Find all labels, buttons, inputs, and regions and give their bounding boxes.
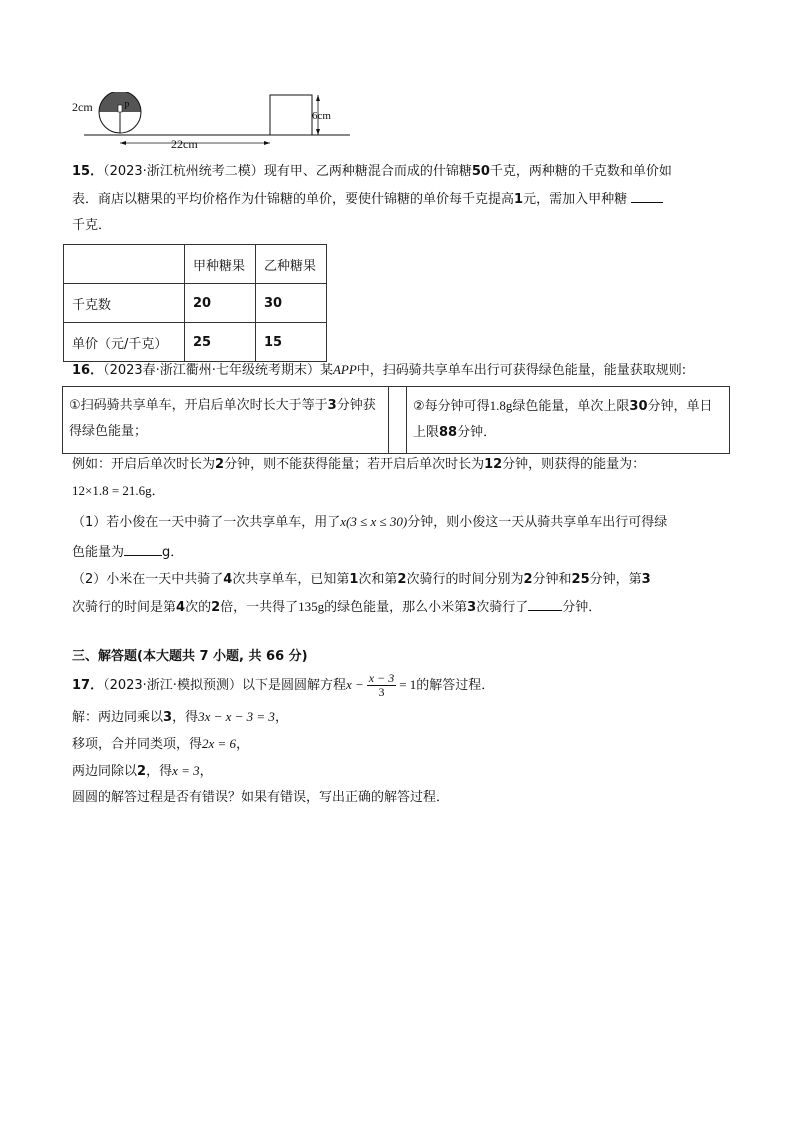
q15-line-1 <box>72 163 672 181</box>
q16-part2-answer-blank[interactable] <box>528 598 562 611</box>
distance-arrow-head-right <box>264 141 270 145</box>
q15-answer-blank[interactable] <box>631 190 663 203</box>
equation-part: x − <box>345 677 364 692</box>
fraction-denominator: 3 <box>378 685 385 699</box>
q17-text: ， <box>274 710 288 725</box>
table-cell: 25 <box>185 323 256 362</box>
table-cell: 单价（元/千克） <box>64 323 185 362</box>
q16-text: 倍，一共得了 <box>220 600 299 615</box>
fraction-numerator: x − 3 <box>368 671 395 685</box>
q16-line-1 <box>72 361 686 380</box>
q17-text: 解：两边同乘以 <box>72 710 164 725</box>
q16-part1-line-2 <box>72 543 183 562</box>
equation: x = 3 <box>172 763 200 778</box>
q16-text: 分钟，第 <box>589 572 642 587</box>
point-marker <box>118 105 122 112</box>
q16-example-formula <box>72 482 165 500</box>
rule-text: 分钟获得绿色能量； <box>69 398 376 439</box>
q17-step-2 <box>72 735 249 754</box>
q16-text: 某 <box>319 363 333 378</box>
q16-text: 分钟和 <box>532 572 572 587</box>
formula: 12×1.8 = 21.6g． <box>72 483 165 498</box>
q15-text: 千克，两种糖的千克数和单价如 <box>489 164 672 179</box>
distance-label: 22cm <box>171 137 198 148</box>
q16-number-value: 12 <box>484 457 503 472</box>
q16-source: （2023春·浙江衢州·七年级统考期末） <box>103 363 320 378</box>
q15-source: （2023·浙江杭州统考二模） <box>103 164 264 179</box>
condition-formula: x(3 ≤ x ≤ 30) <box>340 514 408 529</box>
q15-table <box>63 244 327 362</box>
q17-step-4 <box>72 789 449 807</box>
q17-text: 以下是圆圆解方程 <box>241 678 346 693</box>
q16-text: 次骑行的时间是第 <box>72 600 177 615</box>
rule-2-cell <box>406 387 729 453</box>
q17-text: ， <box>199 764 213 779</box>
q16-text: 的绿色能量，那么小米第 <box>324 600 468 615</box>
q16-text: 色能量为 <box>72 545 125 560</box>
q17-text: 圆圆的解答过程是否有错误？如果有错误，写出正确的解答过程． <box>72 790 450 805</box>
height-label: 6cm <box>312 110 331 122</box>
q15-text: 千克． <box>72 218 112 233</box>
rule-value: 1.8g <box>489 398 513 413</box>
radius-label: 2cm <box>72 100 93 114</box>
q15-line-2 <box>72 190 663 209</box>
q16-part2-line-1 <box>72 571 651 589</box>
q16-text: 次共享单车，已知第 <box>232 572 350 587</box>
q17-text: ，得 <box>146 764 173 779</box>
q15-text: 元，需加入甲种糖 <box>523 192 628 207</box>
q16-text: 分钟，则小俊这一天从骑共享单车出行可得绿 <box>407 515 668 530</box>
q16-text: 分钟． <box>562 600 602 615</box>
table-cell: 20 <box>185 284 256 323</box>
num: 2 <box>397 572 407 587</box>
table-row <box>64 284 327 323</box>
table-cell <box>64 245 185 284</box>
table-row <box>64 323 327 362</box>
q17-step-1 <box>72 708 288 727</box>
rule-number: 30 <box>629 399 648 414</box>
q17-number: 17． <box>72 678 104 693</box>
rule-number: 88 <box>439 425 458 440</box>
num: 2 <box>523 572 533 587</box>
q17-text: ，得 <box>172 710 199 725</box>
height-arrow-head-bottom <box>316 129 320 135</box>
table-cell: 15 <box>256 323 327 362</box>
q17-step-3 <box>72 762 213 781</box>
rule-text: 绿色能量，单次上限 <box>512 399 630 414</box>
rule-text: 分钟，单日上限 <box>413 399 713 440</box>
table-cell: 30 <box>256 284 327 323</box>
num: 4 <box>176 600 186 615</box>
equation: 2x = 6 <box>202 736 237 751</box>
table-cell: 千克数 <box>64 284 185 323</box>
q16-rules-box <box>62 386 730 454</box>
q16-text: g． <box>162 545 184 560</box>
equation-fraction <box>367 672 396 699</box>
q16-part1-line-1 <box>72 513 667 532</box>
q17-line-1 <box>72 670 494 701</box>
q17-text: 两边同除以 <box>72 764 138 779</box>
q17-text: 的解答过程． <box>416 678 495 693</box>
block-rect <box>270 95 312 135</box>
rule-1-cell <box>63 387 389 453</box>
q16-example-line <box>72 456 645 474</box>
distance-arrow-head-left <box>120 141 126 145</box>
q15-kg: 50 <box>471 164 490 179</box>
q16-text: 分钟，则获得的能量为： <box>502 457 646 472</box>
section-3-title <box>72 648 308 666</box>
q17-text: 移项，合并同类项，得 <box>72 737 203 752</box>
q16-text: 次骑行了 <box>476 600 529 615</box>
q16-part2-line-2 <box>72 598 601 617</box>
num: 3 <box>163 710 173 725</box>
q15-text: 表．商店以糖果的平均价格作为什锦糖的单价，要使什锦糖的单价每千克提高 <box>72 192 515 207</box>
q16-text: 例如：开启后单次时长为 <box>72 457 216 472</box>
rule-number: 3 <box>327 398 337 413</box>
q15-number: 15． <box>72 164 104 179</box>
q16-number: 16． <box>72 363 104 378</box>
q16-text: 次和第 <box>358 572 398 587</box>
q17-text: ， <box>236 737 250 752</box>
rule-text: ①扫码骑共享单车，开启后单次时长大于等于 <box>69 398 328 413</box>
equation: 3x − x − 3 = 3 <box>198 709 275 724</box>
q16-text: （1）若小俊在一天中骑了一次共享单车，用了 <box>72 515 341 530</box>
num: 3 <box>641 572 651 587</box>
table-header: 甲种糖果 <box>185 245 256 284</box>
value: 135g <box>298 599 325 614</box>
q16-text: （2）小米在一天中共骑了 <box>72 572 224 587</box>
q16-number-value: 2 <box>215 457 225 472</box>
equation-part: = 1 <box>399 677 417 692</box>
q16-text: 中，扫码骑共享单车出行可获得绿色能量，能量获取规则: <box>356 363 687 378</box>
table-header: 乙种糖果 <box>256 245 327 284</box>
num: 3 <box>467 600 477 615</box>
q16-app: APP <box>332 362 357 377</box>
num: 1 <box>349 572 359 587</box>
q15-text: 现有甲、乙两种糖混合而成的什锦糖 <box>263 164 472 179</box>
num: 25 <box>571 572 590 587</box>
rule-text: ②每分钟可得 <box>413 399 490 414</box>
section-title: 三、解答题(本大题共 7 小题, 共 66 分) <box>72 649 308 664</box>
q15-line-3 <box>72 217 111 235</box>
q16-text: 次的 <box>185 600 212 615</box>
q16-text: 次骑行的时间分别为 <box>406 572 524 587</box>
q16-part1-answer-blank[interactable] <box>124 543 162 556</box>
q15-one: 1 <box>514 192 524 207</box>
geometry-figure <box>66 92 356 148</box>
q17-source: （2023·浙江·模拟预测） <box>103 678 242 693</box>
q16-text: 分钟，则不能获得能量；若开启后单次时长为 <box>224 457 485 472</box>
point-label: P <box>124 101 130 112</box>
height-arrow-head-top <box>316 95 320 101</box>
num: 2 <box>137 764 147 779</box>
table-header-row <box>64 245 327 284</box>
num: 2 <box>211 600 221 615</box>
num: 4 <box>223 572 233 587</box>
rule-text: 分钟． <box>457 425 497 440</box>
